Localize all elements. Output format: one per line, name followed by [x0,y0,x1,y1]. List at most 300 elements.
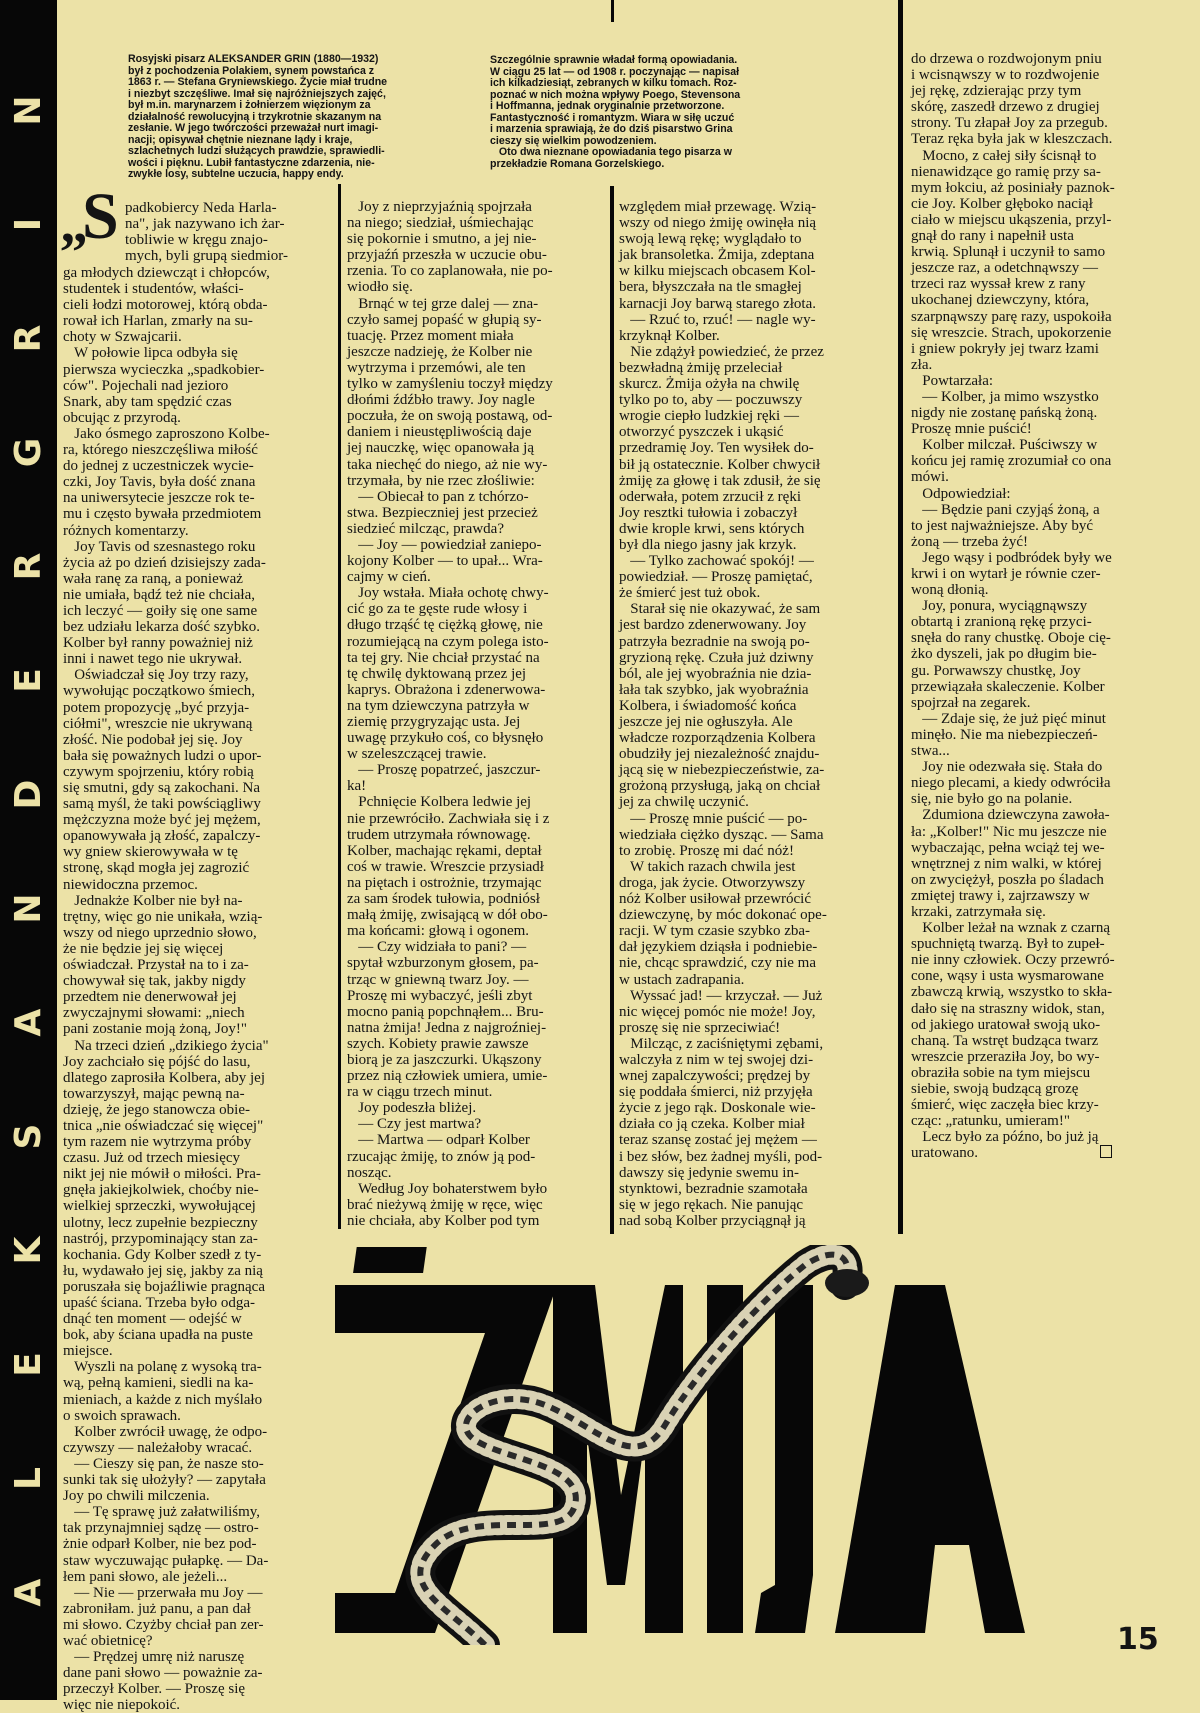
story-line: szarpnąwszy parę razy, uspokoiła [911,308,1112,325]
story-line: czyło samej popaść w głupią sy- [347,311,542,328]
drop-cap: S [82,180,119,253]
intro-line: i marzenia sprawiają, że do dziś pisarstwo Grina [490,123,733,135]
story-line: racji. W tym czasie szybko zba- [619,923,811,940]
story-line: się w jego rękach. Nie panując [619,1196,804,1213]
intro-line: działalność rewolucyjną i trzykrotnie skazanym na [128,110,382,123]
story-line: Kolbera, i świadomość końca [619,697,797,714]
story-line: obtartą i zranioną rękę przyci- [911,614,1092,631]
story-line: ła: „Kolber!" Nic mu jeszcze nie [911,823,1107,840]
story-line: Jednakże Kolber nie był na- [63,892,243,909]
story-line: to zrobię. Proszę mi dać nóż! [619,842,794,859]
story-line: ta tej gry. Nie chciał przystać na [347,649,540,666]
author-name-letter: A [8,1008,49,1037]
story-line: nie przewróciło. Zachwiała się i z [347,810,550,827]
story-line: trudem utrzymała równowagę. [347,826,531,843]
story-line: cieli łodzi motorowej, którą obda- [63,297,268,314]
intro-line: nacji; opisywał chętnie nieznane lądy i kraje, [128,133,353,146]
story-line: łem pani słowo, ale jeżeli... [63,1568,228,1585]
story-line: — Martwa — odparł Kolber [347,1132,530,1149]
story-line: przez nią człowiek umiera, umie- [347,1068,548,1085]
story-line: tobliwie w kręgu znajo- [125,232,268,249]
story-line: krwi i on wytarł je równie czer- [911,566,1101,582]
story-line: Kolber milczał. Puściwszy w [911,437,1098,454]
story-line: nóż Kolber usiłował przewrócić [619,891,812,908]
story-line: o swoich sprawach. [63,1407,181,1424]
story-line: żoną — trzeba żyć! [911,533,1029,550]
story-column-4 [911,51,1115,1161]
story-line: ból, ale jej wyobraźnia nie dzia- [619,665,812,682]
story-line: oderwała, potem zrzucił z ręki [619,488,801,505]
story-line: miejsce. [63,1343,113,1360]
story-line: Joy z nieprzyjaźnią spojrzała [347,199,532,215]
story-line: kojony Kolber — to upał... Wra- [347,553,543,570]
story-line: wała ranę za raną, a ponieważ [63,570,243,587]
story-line: droga, jak życie. Otworzywszy [619,874,806,891]
story-line: czywym spojrzeniu, który robią [63,763,254,780]
story-line: jej rękę, zdzierając przy tym [911,83,1082,100]
story-line: władcze rozporządzenia Kolbera [619,730,816,747]
story-line: nastrój, przypominający stan za- [63,1230,258,1247]
story-line: zmiętej trawy i, zajrzawszy w [911,887,1090,904]
story-line: jej za chwilę uczynić. [619,794,749,811]
intro-line: był m.in. marynarzem i żołnierzem więzionym za [128,99,371,111]
story-line: dało się na straszny widok, stan, [911,1000,1105,1017]
column-rule [610,186,614,1234]
intro-line: W ciągu 25 lat — od 1908 r. poczynając — napisał [490,65,740,78]
story-line: nie inny człowiek. Oczy przewró- [911,952,1115,969]
story-line: na tym dziewczyna patrzyła w [347,697,530,714]
story-line: grożoną przysługą, jaką on chciał [619,778,821,795]
story-line: ciółmi", wreszcie nie ukrywaną [63,715,253,732]
story-line: wywołując początkowo śmiech, [63,683,256,700]
story-line: siebie, swoją budzącą grozę [911,1081,1079,1097]
story-line: życie z jego rąk. Doskonale wie- [619,1100,816,1117]
intro-line: 1863 r. — Stefana Gryniewskiego. Życie miał trudne [128,76,388,88]
story-line: końcu jej ramię zrozumiał co ona [911,453,1112,470]
story-line: Odpowiedział: [911,485,1011,502]
story-line: tę chwilę dyktowaną przez jej [347,665,527,682]
story-line: choty w Szwajcarii. [63,329,182,346]
story-line: Starał się nie okazywać, że sam [619,601,821,618]
story-line: ma końcami: głową i ogonem. [347,923,530,940]
author-name-letter: A [8,1578,49,1607]
story-line: szych. Kobiety prawie zawsze [347,1035,529,1052]
story-line: do jednej z uczestniczek wycie- [63,458,254,475]
story-line: wą, pełną kamieni, siedli na ka- [63,1375,254,1392]
story-line: nic więcej pomóc nie może! Joy, [619,1003,816,1020]
intro-line: wości i pięknu. Lubił fantastyczne zdarzenia, nie- [128,156,375,169]
story-line: mu i często bywała przedmiotem [63,506,262,523]
story-line: więc nie niepokoić. [63,1697,181,1713]
story-line: tylko po to, aby — poczuwszy [619,392,803,409]
author-name-letter: N [8,893,49,924]
intro-line: przekładzie Romana Gorzelskiego. [490,157,665,170]
story-line: wszy od niego uprzednio słowo, [63,924,257,941]
story-line: działa co ją czeka. Kolber miał [619,1116,805,1133]
story-line: Joy, ponura, wyciągnąwszy [911,598,1088,615]
story-line: wrogie ciepło ludzkiej ręki — [619,408,799,425]
story-line: nie, chcąc sprawdzić, czy nie ma [619,955,816,972]
story-line: względem miał przewagę. Wzią- [619,199,817,215]
story-line: poczuła, że on swoją postawą, od- [347,408,553,425]
story-line: Kolber był ranny poważniej niż [63,635,253,652]
story-column-2 [347,199,553,1229]
story-line: — Proszę mnie puścić — po- [619,810,808,827]
story-line: Oświadczał się Joy trzy razy, [63,667,249,684]
story-line: przedtem nie denerwował jej [63,989,237,1006]
story-line: mówi. [911,469,949,486]
story-line: otworzyć pyszczek i ukąsić [619,424,784,441]
story-line: bez udziału lekarza dość szybko. [63,619,260,636]
story-line: zła. [911,356,933,373]
story-line: — Prędzej umrę niż naruszę [63,1649,245,1666]
story-line: się smutni, gdy są zakochani. Na [63,780,261,796]
story-line: — Zdaje się, że już pięć minut [911,710,1106,727]
story-line: stronę, skąd mogła jej zagrozić [63,860,250,877]
story-line: bił ją ostatecznie. Kolber chwycił [619,456,821,473]
story-line: żko dyszeli, jak po długim bie- [911,646,1097,663]
story-line: towarzyszył, mając pewną na- [63,1085,245,1102]
story-line: jącą się w niebezpieczeństwie, za- [619,762,825,779]
story-line: Jako ósmego zaproszono Kolbe- [63,425,270,442]
story-line: teraz szansę zostać jej mężem — [619,1132,817,1149]
story-line: na", jak nazywano ich żar- [125,216,285,233]
story-line: krwią. Splunął i uczynił to samo [911,244,1106,261]
story-line: Proszę mnie puścić! [911,421,1032,438]
intro-line: Rosyjski pisarz ALEKSANDER GRIN (1880—1932) [128,53,379,65]
story-line: potem propozycję „być przyja- [63,699,250,716]
story-line: nosząc. [347,1164,392,1181]
story-line: Kolber, machając rękami, deptał [347,842,542,859]
page-number: 15 [1117,1622,1159,1657]
story-line: trzeci raz wyssał krew z rany [911,276,1086,293]
story-line: wszy od niego żmiję owinęła nią [619,215,817,232]
story-line: i gniew pokryły jej twarz łzami [911,340,1099,357]
story-line: mężczyzna może być jej mężem, [63,812,261,829]
story-line: w szeleszczącej trawie. [347,746,487,763]
story-line: wiodło się. [347,279,413,296]
story-line: kaprys. Obrażona i zdenerwowa- [347,681,546,698]
story-line: trętny, więc go nie unikała, wzią- [63,908,263,925]
story-line: obudziły jej niezależność znajdu- [619,746,820,763]
story-line: Joy podeszła bliżej. [347,1100,477,1117]
story-line: nad sobą Kolber przyciągnął ją [619,1212,806,1229]
story-line: Brnąć w tej grze dalej — zna- [347,295,539,312]
story-line: ra w ciągu trzech minut. [347,1084,493,1101]
story-line: — Kolber, ja mimo wszystko [911,388,1099,405]
story-line: dzieję, że jego stanowcza obie- [63,1101,250,1118]
story-line: strony. Tu złapał Joy za przegub. [911,115,1108,132]
story-line: stwa. Bezpieczniej jest przecież [347,504,538,521]
story-line: wy gniew skierowywała w tę [63,844,238,861]
story-line: wielkiej sprzeczki, wywołującej [63,1198,256,1215]
intro-line: Fantastyczność i romantyzm. Wiara w siłę uczuć [490,111,735,124]
story-line: zbawczą krwią, wszystko to skła- [911,984,1113,1001]
story-line: dał językiem dziąsła i podniebie- [619,939,818,956]
story-line: uwagę przykuło coś, co błysnęło [347,730,544,747]
story-line: się, nie było go na polanie. [911,791,1073,808]
story-line: wytrzyma i przemówi, ale ten [347,359,526,376]
story-line: gnęła jakiejkolwiek, choćby nie- [63,1182,259,1199]
story-line: to jest najważniejsze. Aby być [911,517,1094,534]
story-line: żmiję za głowę i tak zdusił, że się [619,472,821,489]
story-line: staw wyczuwając pułapkę. — Da- [63,1552,269,1569]
story-line: Według Joy bohaterstwem było [347,1180,548,1197]
story-line: przewiązała skaleczenie. Kolber [911,678,1105,695]
story-line: tak przynajmniej sądzę — ostro- [63,1520,259,1537]
story-line: za sam środek tułowia, podniósł [347,891,540,908]
intro-line: cieszy się wielkim powodzeniem. [490,134,657,147]
story-line: dane pani słowo — poważnie za- [63,1665,263,1682]
story-line: tym razem nie wytrzyma próby [63,1134,252,1151]
story-line: swoją lewą rękę; wyglądało to [619,231,802,248]
intro-line: był z pochodzenia Polakiem, synem powstańca z [128,64,375,77]
story-line: Wyssać jad! — krzyczał. — Już [619,987,823,1004]
intro-line: zwykłe losy, subtelne uczucia, happy endy. [128,168,344,180]
story-line: nikt jej nie mówił o miłości. Pra- [63,1166,261,1183]
story-line: — Cieszy się pan, że nasze sto- [63,1455,264,1472]
author-name-letter: D [8,779,49,810]
story-line: chowywał się tak, jakby nigdy [63,973,246,990]
story-line: nie umiała, bądź też nie chciała, [63,586,255,603]
story-line: oświadczał. Przystał na to i za- [63,957,249,974]
story-line: dziewczynę, by móc dokonać ope- [619,907,827,924]
story-line: nienawidzące go ramię przy sa- [911,163,1101,180]
story-line: jest bardzo zdenerwowany. Joy [619,617,807,634]
story-line: trzymała, by nie rzec złośliwie: [347,472,535,489]
story-line: spojrzał na zegarek. [911,694,1031,711]
story-line: Joy zachciało się pójść do lasu, [63,1053,251,1070]
story-line: cząc: „ratunku, umieram!" [911,1113,1070,1130]
story-column-1-lead [125,200,288,264]
story-line: Zdumiona dziewczyna zawoła- [911,807,1110,824]
story-line: — Tę sprawę już załatwiliśmy, [63,1504,261,1521]
story-line: jej nauczkę, więc opanowała ją [347,440,534,457]
title-letter-j [755,1285,813,1633]
story-line: — Czy jest martwa? [347,1116,482,1133]
story-line: brać nieżywą żmiję w ręce, więc [347,1196,543,1213]
story-line: jeszcze nadzieję, że Kolber nie [347,343,533,360]
story-line: — Będzie pani czyjąś żoną, a [911,501,1100,518]
story-line: bezwładną żmiję przeleciał [619,359,783,376]
story-line: od jakiego uratował swoją uko- [911,1016,1101,1033]
story-line: był dla niego jasny jak krzyk. [619,536,797,553]
story-line: jak bransoletka. Żmija, zdeptana [619,247,815,264]
story-line: — Czy widziała to pani? — [347,939,527,956]
intro-line: szlachetnych ludzi służących prawdzie, sprawiedli- [128,145,385,157]
intro-line: i Hoffmanna, jednak oryginalnie przetworzone. [490,100,725,112]
intro-line: zesłanie. W jego twórczości przeważał nurt imagi- [128,122,379,134]
author-name-letter: E [8,1352,49,1377]
story-line: wnętrznej z nim walki, w której [911,855,1102,872]
story-line: stwa... [911,743,950,760]
story-line: natna żmija! Jedna z najgroźniej- [347,1019,547,1036]
story-line: ców". Pojechali nad jezioro [63,377,229,394]
story-line: złość. Nie podobał jej się. Joy [63,731,243,748]
story-line: rzenia. To co zaplanowała, nie po- [347,263,553,280]
author-name-letter: S [8,1123,49,1150]
story-line: Nie zdążył powiedzieć, że przez [619,343,824,360]
author-name-strip [0,0,57,1700]
story-line: że śmierć jest tuż obok. [619,585,761,602]
story-line: skórę, zaszedł drzewo z drugiej [911,99,1100,116]
story-line: spytał wzburzonym głosem, pa- [347,955,539,972]
story-line: padkobiercy Neda Harla- [125,200,277,216]
story-line: snęła do rany chustkę. Oboje cię- [911,630,1111,647]
story-line: Joy Tavis od szesnastego roku [63,538,256,555]
story-line: jeszcze raz, a odetchnąwszy — [911,260,1098,277]
story-line: — Proszę popatrzeć, jaszczur- [347,762,541,779]
story-title-art [335,1245,1155,1645]
story-line: nie chciała, aby Kolber pod tym [347,1212,540,1229]
story-line: pierwsza wycieczka „spadkobier- [63,361,265,378]
story-line: Joy wstała. Miała ochotę chwy- [347,585,549,602]
author-name-letter: R [8,324,49,353]
story-line: — Nie — przerwała mu Joy — [63,1584,263,1601]
story-line: małą żmiję, zwisającą w dół obo- [347,907,548,924]
story-line: Pchnięcie Kolbera ledwie jej [347,794,532,811]
story-line: dłońmi źdźbło trawy. Joy nagle [347,392,535,409]
story-line: biorą je za jaszczurki. Ukąszony [347,1051,542,1068]
story-line: wać obietnicę? [63,1632,153,1649]
story-line: rował ich Harlan, zmarły na su- [63,313,253,330]
author-name-letter: G [8,437,49,468]
story-line: że nie będzie jej się więcej [63,940,224,957]
story-line: obraziła sobie na tym miejscu [911,1064,1091,1081]
story-line: żnie odparł Kolber, nie bez pod- [63,1536,257,1553]
story-line: opanowywała ją złość, zapalczy- [63,828,261,845]
author-name-letter: I [8,217,49,232]
story-line: wiedziała ciężko dysząc. — Sama [619,826,824,843]
story-line: przyjaźń przeszła w uczucie obu- [347,247,547,264]
story-line: ra, którego nieszczęśliwa miłość [63,442,258,459]
story-line: Wyszli na polanę z wysoką tra- [63,1359,262,1376]
story-line: pani zostanie moją żoną, Joy!" [63,1021,247,1038]
story-line: w kilku miejscach obcasem Kol- [619,263,816,280]
story-line: Kolber leżał na wznak z czarną [911,920,1111,937]
story-line: woną dłonią. [911,582,989,599]
story-line: spuchniętą twarzą. Był to zupeł- [911,936,1105,953]
story-line: Joy resztki tułowia i zobaczył [619,504,798,521]
story-line: życia aż po dzień dzisiejszy zada- [63,554,266,571]
drop-cap-quote: „ [60,193,84,255]
story-line: krzyknął Kolber. [619,327,720,344]
story-line: bała się poważnych ludzi o upor- [63,747,262,764]
story-line: poruszała się bojaźliwie pragnąca [63,1278,265,1295]
story-line: Mocno, z całej siły ścisnął to [911,147,1097,164]
story-line: Snark, aby tam spędzić czas [63,393,232,410]
story-line: powiedział. — Proszę pamiętać, [619,569,813,586]
story-line: Proszę mi wybaczyć, jeśli zbyt [347,987,533,1004]
author-name-letter: E [8,668,49,693]
story-column-1 [63,265,270,1713]
story-column-3 [619,199,827,1229]
story-line: — Rzuć to, rzuć! — nagle wy- [619,311,816,328]
story-line: trząc w gniewną twarz Joy. — [347,971,529,988]
story-line: łała tak szybko, jak wyobraźnia [619,681,809,698]
story-line: Kolber zwrócił uwagę, że odpo- [63,1423,268,1440]
story-line: cie Joy. Kolber głęboko naciął [911,195,1093,212]
author-name-letter: R [8,552,49,581]
story-line: cone, wąsy i usta wysmarowane [911,968,1104,985]
story-line: Powtarzała: [911,372,994,389]
story-line: mym łokciu, aż posiniały paznok- [911,179,1115,196]
story-line: na niego; siedział, uśmiechając [347,215,534,232]
story-line: długo trząść tę ciężką głowę, nie [347,617,543,634]
story-line: się pokornie i smutno, a jej nie- [347,231,537,248]
story-line: bok, aby ściana upadła na puste [63,1327,253,1344]
story-line: ga młodych dziewcząt i chłopców, [63,265,270,281]
story-line: się poddała śmierci, niż przyjęła [619,1084,813,1101]
story-line: zabroniłam. już panu, a pan dał [63,1600,251,1617]
intro-right [490,55,740,170]
story-line: W takich razach chwila jest [619,858,796,875]
story-line: nigdy nie zostanę pańską żoną. [911,405,1098,422]
story-line: cić go za te gęste rude włosy i [347,601,528,618]
story-line: jeszcze jej nie ogłuszyła. Ale [619,714,793,730]
story-line: sunki tak się ułożyły? — zapytała [63,1472,266,1489]
story-line: mocno panią popchnąłem... Bru- [347,1003,544,1020]
intro-line: poznać w nich można wpływy Poego, Stevensona [490,88,741,101]
story-line: na uniwersytecie jeszcze rok te- [63,490,255,507]
story-line: tnica „nie oświadczać się więcej" [63,1117,264,1134]
story-line: zwyczajnymi słowami: „niech [63,1005,245,1022]
story-line: taka niechęć do niego, aż nie wy- [347,456,548,473]
story-line: przedramię Joy. Ten wysiłek do- [619,440,814,457]
story-line: do drzewa o rozdwojonym pniu [911,51,1102,67]
story-line: on zwyciężył, poszła po śladach [911,871,1104,888]
story-line: kochania. Gdy Kolber szedł z ty- [63,1246,262,1263]
story-line: wybaczając, pełna wciąż tej we- [911,839,1105,856]
story-line: siedzieć milcząc, prawda? [347,520,504,537]
story-line: ulotny, lecz zupełnie bezpieczny [63,1214,258,1231]
end-mark [1100,1145,1112,1158]
story-line: — Tylko zachować spokój! — [619,553,814,570]
title-letter-z-dot [353,1247,427,1273]
intro-line: i niezbyt szczęśliwe. Imał się najróżniejszych zajęć, [128,87,386,100]
story-line: w ustach zadrapania. [619,971,745,988]
story-line: — Joy — powiedział zaniepo- [347,536,542,553]
story-line: upaść ściana. Trzeba było odga- [63,1295,256,1311]
story-line: i bez słów, bez żadnej myśli, pod- [619,1148,823,1165]
story-line: ich leczyć — goiły się one same [63,602,258,619]
story-line: skurcz. Żmija ożyła na chwilę [619,376,800,393]
story-line: Milcząc, z zaciśniętymi zębami, [619,1035,824,1052]
story-line: daniem i nieustępliwością daje [347,424,532,441]
story-line: różnych komentarzy. [63,522,189,539]
story-line: patrzyła bezradnie na swoją po- [619,633,810,650]
story-line: cajmy w cień. [347,569,431,586]
story-line: gryzioną rękę. Czuła już dziwny [619,649,814,666]
story-line: Joy po chwili milczenia. [63,1488,210,1505]
story-line: czywszy — należałoby wracać. [63,1439,253,1456]
story-line: krzaki, zatrzymała się. [911,903,1046,920]
story-line: śmierć, więc zaczęła biec krzy- [911,1097,1099,1114]
story-line: mych, byli grupą siedmior- [125,248,289,265]
story-line: łu, wydawało jej się, jakby za nią [63,1262,263,1279]
story-line: wreszcie przeraziła Joy, bo wy- [911,1048,1100,1065]
story-line: coś w trawie. Wreszcie przysiadł [347,858,544,875]
story-line: W połowie lipca odbyła się [63,345,238,362]
story-line: inni i nawet tego nie ukrywał. [63,651,243,668]
story-line: minęło. Nie ma niebezpieczeń- [911,726,1098,743]
story-line: tuację. Przez moment miała [347,327,514,344]
story-line: czki, Joy Tavis, była dość znana [63,474,256,491]
story-line: niewidoczna przemoc. [63,876,198,893]
author-name-letter: K [8,1236,49,1265]
story-line: ka! [347,778,367,795]
intro-line: ich kilkadziesiąt, zebranych w kilku tomach. Roz- [490,77,737,89]
